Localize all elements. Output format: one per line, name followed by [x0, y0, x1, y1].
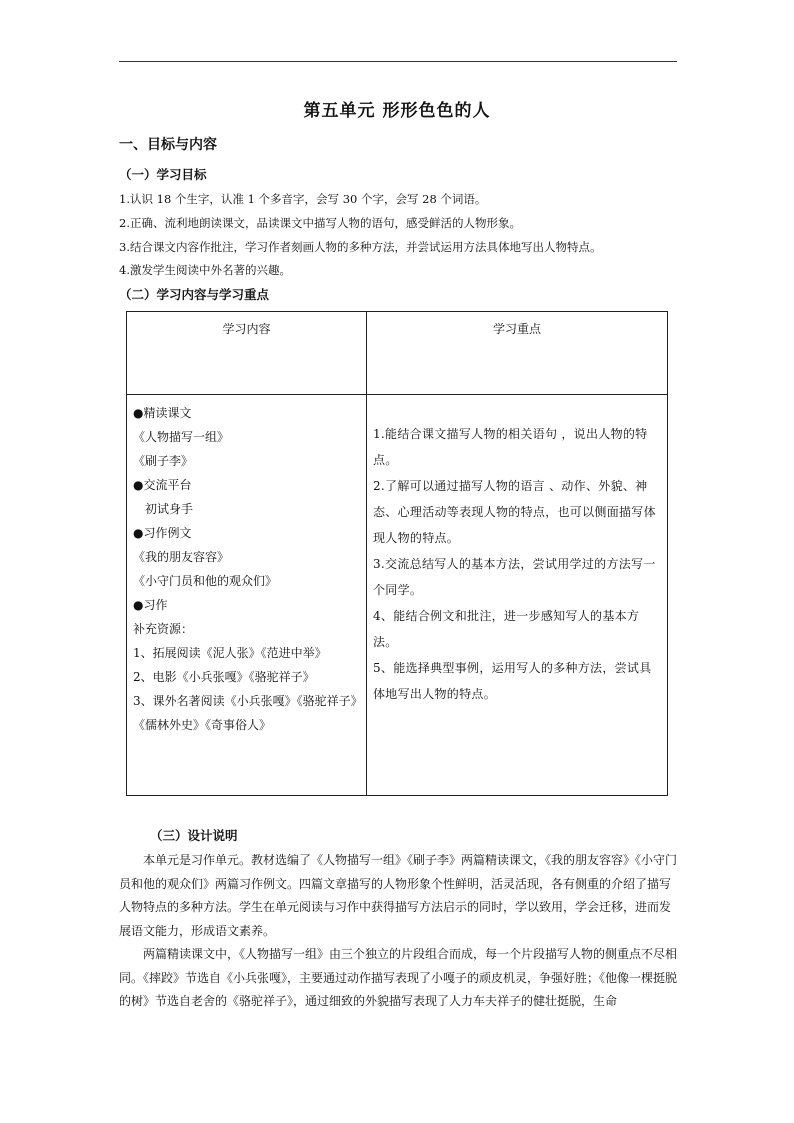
header-rule: [119, 61, 677, 62]
list-item: 2、电影《小兵张嘎》《骆驼祥子》: [133, 670, 315, 684]
goal-item-1: 1.认识 18 个生字，认准 1 个多音字，会写 30 个字，会写 28 个词语。: [119, 192, 487, 206]
list-item: 《我的朋友容容》: [133, 550, 230, 564]
goal-item-3: 3.结合课文内容作批注，学习作者刻画人物的多种方法，并尝试运用方法具体地写出人物特点。: [119, 240, 602, 254]
list-item: 《人物描写一组》: [133, 430, 230, 444]
content-cell: [127, 395, 367, 796]
list-item: ●习作: [133, 598, 168, 612]
list-item: 初试身手: [133, 502, 194, 516]
goal-item-2: 2.正确、流利地朗读课文，品读课文中描写人物的语句，感受鲜活的人物形象。: [119, 216, 521, 230]
subheading-design: （三）设计说明: [150, 828, 238, 843]
subheading-goals: （一）学习目标: [119, 167, 207, 182]
table-header-content: 学习内容: [127, 312, 367, 395]
list-item: ●习作例文: [133, 526, 192, 540]
section-heading-1: 一、目标与内容: [119, 137, 217, 153]
focus-item-2: 2.了解可以通过描写人物的语言 、动作、外貌、神态、心理活动等表现人物的特点，也可以侧面描写体现人物的特点。: [373, 479, 656, 545]
page-title: 第五单元 形形色色的人: [303, 101, 491, 121]
focus-cell: [367, 395, 668, 796]
list-item: 3、课外名著阅读《小兵张嘎》《骆驼祥子》《儒林外史》《奇事俗人》: [133, 694, 357, 732]
list-item: 补充资源：: [133, 622, 194, 636]
focus-item-5: 5、能选择典型事例，运用写人的多种方法，尝试具体地写出人物的特点。: [373, 661, 652, 701]
list-item: 1、拓展阅读《泥人张》《范进中举》: [133, 646, 327, 660]
goal-item-4: 4.激发学生阅读中外名著的兴趣。: [119, 263, 291, 277]
list-item: 《小守门员和他的观众们》: [133, 574, 278, 588]
focus-item-4: 4、能结合例文和批注，进一步感知写人的基本方法。: [373, 609, 640, 649]
learning-content-table: [126, 311, 668, 796]
focus-item-1: 1.能结合课文描写人物的相关语句 ，说出人物的特点。: [373, 427, 648, 467]
table-header-focus: 学习重点: [367, 312, 668, 395]
list-item: ●精读课文: [133, 406, 192, 420]
subheading-content: （二）学习内容与学习重点: [119, 287, 270, 302]
list-item: ●交流平台: [133, 478, 192, 492]
focus-item-3: 3.交流总结写人的基本方法，尝试用学过的方法写一个同学。: [373, 557, 656, 597]
paragraph-2: 两篇精读课文中，《人物描写一组》由三个独立的片段组合而成，每一个片段描写人物的侧重点不尽相同。《摔跤》节选自《小兵张嘎》，主要通过动作描写表现了小嘎子的顽皮机灵，争强好胜；《他像一棵挺脱的树》节选自老舍的《骆驼祥子》，通过细致的外貌描写表现了人力车夫祥子的健壮挺脱，生命: [119, 947, 678, 1008]
list-item: 《刷子李》: [133, 454, 194, 468]
paragraph-1: 本单元是习作单元。教材选编了《人物描写一组》《刷子李》两篇精读课文，《我的朋友容容》《小守门员和他的观众们》两篇习作例文。四篇文章描写的人物形象个性鲜明，活灵活现，各有侧重的介绍了描写人物特点的多种方法。学生在单元阅读与习作中获得描写方法启示的同时，学以致用，学会迁移，进而发展语文能力，形成语文素养。: [119, 853, 678, 938]
